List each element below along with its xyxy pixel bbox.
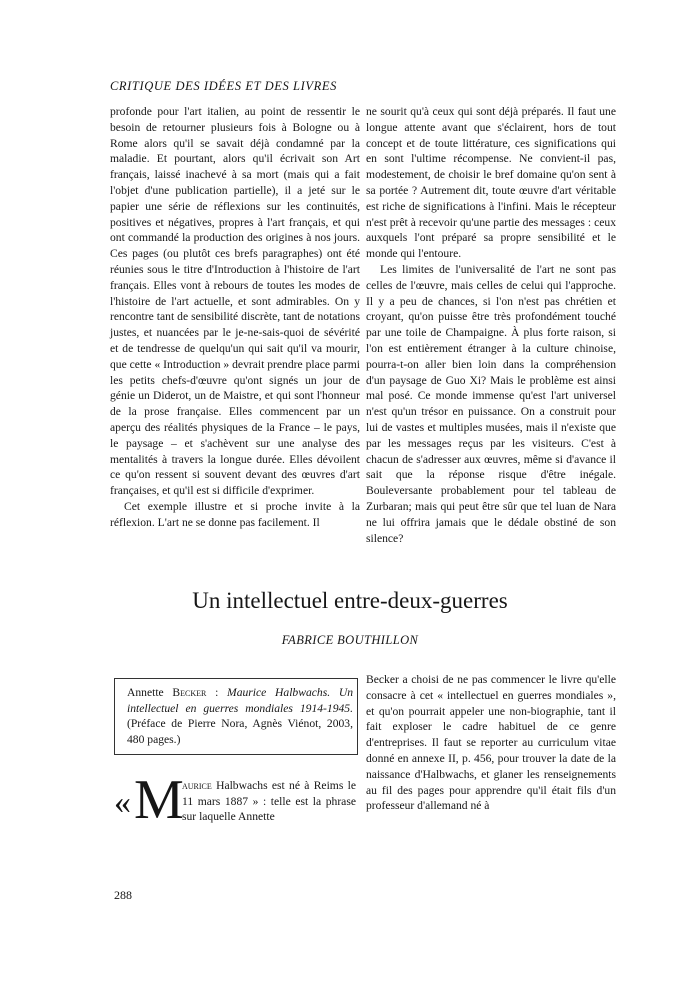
paragraph: Cet exemple illustre et si proche invite à la réflexion. L'art ne se donne pas facilement. Il (110, 499, 360, 529)
author-name: FABRICE BOUTHILLON (281, 633, 419, 647)
opening-sentence: Halbwachs est né à Reims le 11 mars 1887 » : telle est la phrase sur laquelle Annette (182, 779, 356, 824)
ref-author-first: Annette (127, 686, 164, 699)
page-number: 288 (114, 888, 132, 902)
drop-cap: M (134, 769, 184, 831)
ref-separator: : (206, 686, 228, 699)
paragraph: ne sourit qu'à ceux qui sont déjà préparés. Il faut une longue attente avant que s'éclairent, hors de tout concept et de toute littérature, ces significations qui en sont l'ultime récompense. Ne convient-il pas, modestement, de choisir le bref domaine qu'on sent à sa portée ? Autrement dit, toute œuvre d'art véritable est riche de significations à l'infini. Mais le récepteur n'est prêt à recevoir qu'une partie des messages : ceux auxquels l'ont préparé sa propre sensibilité et le monde qui l'entoure. (366, 105, 616, 261)
ref-author-last: Becker (172, 686, 207, 699)
article-title: Un intellectuel entre-deux-guerres (192, 588, 508, 613)
book-reference-box (114, 678, 358, 755)
running-head: CRITIQUE DES IDÉES ET DES LIVRES (110, 79, 337, 93)
paragraph: profonde pour l'art italien, au point de ressentir le besoin de retourner plusieurs fois à Bologne ou à Rome alors qu'il se savait déjà condamné par la maladie. Et pourtant, alors qu'il écrivait son Art français, laissé inachevé à sa mort (mais qui a fait l'objet d'une publication partielle), il a jeté sur le papier une série de réflexions sur les continuités, positives et négatives, propres à l'art français, et qui ont commandé la production des origines à nos jours. Ces pages (ou plutôt ces brefs paragraphes) ont été réunies sous le titre d'Introduction à l'histoire de l'art français. Elles vont à rebours de toutes les modes de l'histoire de l'art actuelle, et sont admirables. On y rencontre tant de sensibilité discrète, tant de notations justes, et nuancées par le je-ne-sais-quoi de sévérité et de tendresse de quelqu'un qui sait qu'il va mourir, que cette « Introduction » devrait prendre place parmi les petits chefs-d'œuvre qu'ont signés un jour de génie un Diderot, un de Maistre, et qui sont l'honneur de la prose française. Elles commencent par un aperçu des réalités physiques de la France – le pays, le paysage – et s'achèvent sur une analyse des mentalités à travers la longue durée. Elles dévoilent ce qu'on ressent si souvent devant des œuvres d'art françaises, et qu'il est si difficile d'exprimer. (110, 105, 360, 498)
opening-paragraph (114, 769, 356, 831)
paragraph: Les limites de l'universalité de l'art ne sont pas celles de l'œuvre, mais celles de celui qui l'approche. Il y a peu de chances, si l'on n'est pas chrétien et croyant, qu'on puisse être très profondément touché par une toile de Champaigne. À plus forte raison, si l'on est entièrement étranger à la culture chinoise, pourra-t-on aller bien loin dans la compréhension d'un paysage de Guo Xi? Mais le problème est ainsi mal posé. Ce monde immense qu'est l'art universel n'est qu'un trésor en puissance. On a construit pour lui de vastes et multiples musées, mais il n'existe que par les messages reçus par les visiteurs. C'est à chacun de s'adresser aux œuvres, même si d'avance il sait que la réponse risque d'être inégale. Bouleversante probablement pour tel tableau de Zurbaran; mais qui peut être sûr que tel luan de Nara ne lui offrira jamais que le dédale obstiné de son silence? (366, 262, 616, 545)
drop-cap-rest: aurice (182, 779, 212, 792)
bottom-right-column (366, 672, 616, 814)
paragraph: Becker a choisi de ne pas commencer le livre qu'elle consacre à cet « intellectuel en guerres mondiales », et qu'on pourrait appeler une non-biographie, tant il fait exploser le cadre habituel de ce genre d'entreprises. Il faut se reporter au curriculum vitae donné en annexe II, p. 456, pour trouver la date de la naissance d'Halbwachs, et glaner les renseignements au fil des pages pour apprendre qu'il était fils d'un professeur d'allemand né à (366, 673, 616, 813)
article-author (0, 633, 700, 648)
top-right-column (366, 104, 616, 546)
top-left-column (110, 104, 360, 531)
opening-guillemet: « (114, 784, 131, 821)
opening-text (182, 778, 356, 825)
ref-book-title: Maurice Halbwachs. Un intellectuel en guerres mondiales 1914-1945. (127, 686, 353, 715)
ref-details: (Préface de Pierre Nora, Agnès Viénot, 2003, 480 pages.) (127, 717, 353, 746)
